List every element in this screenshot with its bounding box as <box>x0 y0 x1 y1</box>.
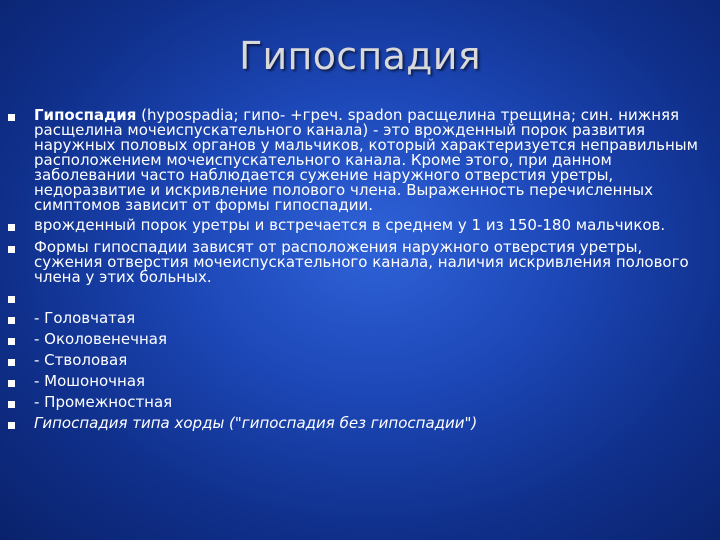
square-bullet-icon <box>8 380 15 387</box>
bullet-definition <box>6 108 706 213</box>
bullet-chordee <box>6 416 706 437</box>
bullet-form <box>6 311 706 332</box>
incidence-text: врожденный порок уретры и встречается в среднем у 1 из 150-180 мальчиков. <box>34 216 666 234</box>
bullet-empty <box>6 290 706 306</box>
bullet-form <box>6 332 706 353</box>
bullet-form <box>6 374 706 395</box>
slide-title: Гипоспадия <box>239 34 481 78</box>
chordee-text: Гипоспадия типа хорды ("гипоспадия без гипоспадии") <box>34 414 478 432</box>
bullet-forms-intro <box>6 240 706 285</box>
forms-intro-text: Формы гипоспадии зависят от расположения наружного отверстия уретры, сужения отверстия мочеиспускательного канала, наличия искривления полового члена у этих больных. <box>34 238 689 286</box>
square-bullet-icon <box>8 317 15 324</box>
form-label: - Головчатая <box>34 309 136 327</box>
square-bullet-icon <box>8 296 15 303</box>
bullet-list <box>6 108 706 437</box>
bullet-incidence <box>6 218 706 233</box>
square-bullet-icon <box>8 422 15 429</box>
term-label: Гипоспадия <box>34 106 137 124</box>
bullet-form <box>6 395 706 416</box>
square-bullet-icon <box>8 246 15 253</box>
form-label: - Околовенечная <box>34 330 167 348</box>
form-label: - Промежностная <box>34 393 173 411</box>
square-bullet-icon <box>8 401 15 408</box>
square-bullet-icon <box>8 338 15 345</box>
square-bullet-icon <box>8 114 15 121</box>
definition-text: (hypospadia; гипо- +греч. spadon расщелина трещина; син. нижняя расщелина мочеиспускательного канала) - это врожденный порок развития наружных половых органов у мальчиков, который характеризуется неправильным расположением мочеиспускательного канала. Кроме этого, при данном заболевании часто наблюдается сужение наружного отверстия уретры, недоразвитие и искривление полового члена. Выраженность перечисленных симптомов зависит от формы гипоспадии. <box>34 106 698 214</box>
square-bullet-icon <box>8 359 15 366</box>
bullet-form <box>6 353 706 374</box>
square-bullet-icon <box>8 224 15 231</box>
form-label: - Мошоночная <box>34 372 146 390</box>
form-label: - Стволовая <box>34 351 128 369</box>
